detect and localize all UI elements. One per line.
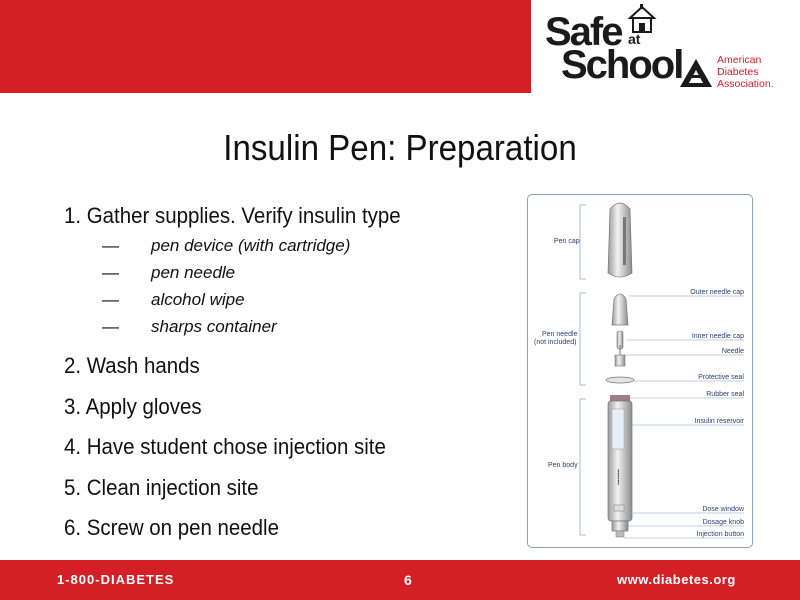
pen-cap-clip xyxy=(623,217,626,265)
footer-website: www.diabetes.org xyxy=(617,572,736,587)
supply-label: pen needle xyxy=(151,263,236,282)
logo-safe-text: Safe xyxy=(545,10,622,54)
dash-bullet: — xyxy=(102,290,119,309)
outer-needle-cap xyxy=(612,294,628,325)
rubber-seal xyxy=(610,395,630,401)
needle-hub xyxy=(615,355,625,366)
pen-needle-bracket xyxy=(580,293,586,385)
label-dosage-knob: Dosage knob xyxy=(702,519,744,526)
label-outer-needle-cap: Outer needle cap xyxy=(690,289,744,296)
ada-line-1: American xyxy=(717,54,762,66)
label-pen-cap: Pen cap xyxy=(554,238,580,245)
supplies-list xyxy=(64,232,524,340)
list-item xyxy=(64,286,524,313)
pen-cap xyxy=(608,203,632,277)
dosage-knob xyxy=(612,521,628,531)
dash-bullet: — xyxy=(102,317,119,336)
pen-cap-bracket xyxy=(580,205,586,279)
protective-seal xyxy=(606,377,634,383)
ada-line-2: Diabetes xyxy=(717,66,759,78)
insulin-reservoir xyxy=(612,409,624,449)
supply-label: pen device (with cartridge) xyxy=(151,236,351,255)
injection-button xyxy=(616,531,624,537)
pen-body-print: ▪▪▪▪▪▪▪▪▪ xyxy=(616,469,622,485)
logo-at-text: at xyxy=(628,31,641,47)
dose-window xyxy=(614,505,624,511)
supply-label: sharps container xyxy=(151,317,277,336)
label-rubber-seal: Rubber seal xyxy=(706,391,744,398)
step-4: 4. Have student chose injection site xyxy=(64,434,386,459)
ada-triangle-icon xyxy=(679,58,713,88)
pen-illustration xyxy=(528,195,752,547)
label-not-included: (not included) xyxy=(534,339,577,346)
footer-bar xyxy=(0,560,800,600)
list-item xyxy=(64,313,524,340)
label-protective-seal: Protective seal xyxy=(698,374,744,381)
page-number: 6 xyxy=(404,572,412,588)
label-inner-needle-cap: Inner needle cap xyxy=(691,333,744,340)
list-item xyxy=(64,259,524,286)
step-5: 5. Clean injection site xyxy=(64,474,259,500)
logo-school-text: School xyxy=(561,43,683,87)
pen-body-bracket xyxy=(580,399,586,535)
steps-list xyxy=(64,202,524,549)
slide-title: Insulin Pen: Preparation xyxy=(223,127,577,168)
ada-wordmark xyxy=(717,54,774,90)
label-needle: Needle xyxy=(721,348,744,355)
supply-label: alcohol wipe xyxy=(151,290,245,309)
label-insulin-reservoir: Insulin reservoir xyxy=(694,418,744,425)
dash-bullet: — xyxy=(102,263,119,282)
step-6: 6. Screw on pen needle xyxy=(64,515,279,540)
logo-area xyxy=(531,0,800,93)
step-3: 3. Apply gloves xyxy=(64,393,202,419)
header-bar xyxy=(0,0,800,93)
step-2: 2. Wash hands xyxy=(64,353,200,378)
label-dose-window: Dose window xyxy=(702,506,744,513)
dash-bullet: — xyxy=(102,236,119,255)
step-1: 1. Gather supplies. Verify insulin type xyxy=(64,203,401,228)
list-item xyxy=(64,232,524,259)
schoolhouse-icon xyxy=(627,4,657,34)
label-pen-needle: Pen needle xyxy=(542,331,578,338)
footer-phone: 1-800-DIABETES xyxy=(57,572,175,587)
insulin-pen-diagram xyxy=(527,194,753,548)
label-injection-button: Injection button xyxy=(696,531,744,538)
ada-line-3: Association. xyxy=(717,78,774,90)
label-pen-body: Pen body xyxy=(548,462,578,469)
